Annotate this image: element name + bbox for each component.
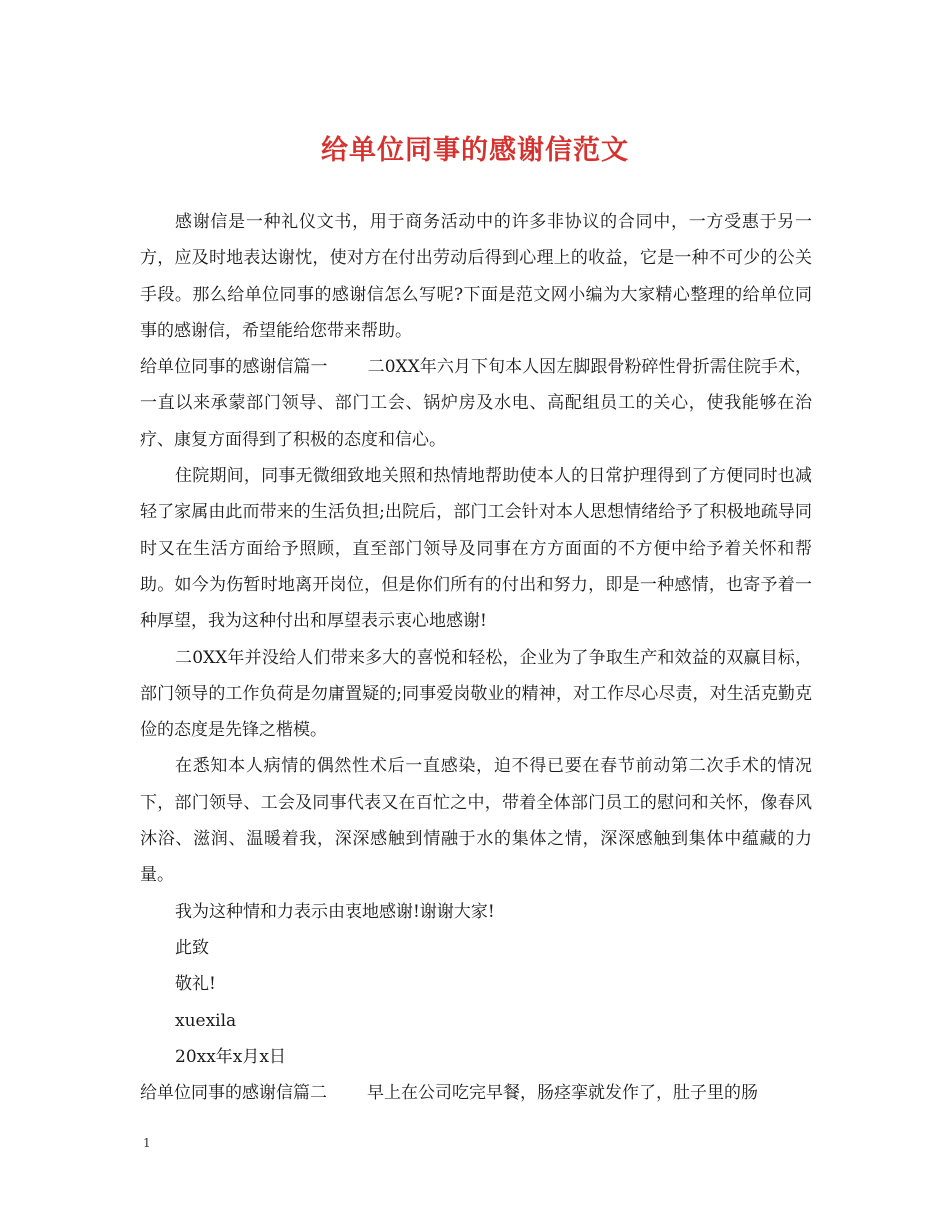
document-body: [140, 204, 812, 1111]
section-1-text: 二0XX年六月下旬本人因左脚跟骨粉碎性骨折需住院手术，一直以来承蒙部门领导、部门工会、锅炉房及水电、高配组员工的关心，使我能够在治疗、康复方面得到了积极的态度和信心。: [140, 357, 812, 450]
intro-paragraph: 感谢信是一种礼仪文书，用于商务活动中的许多非协议的合同中，一方受惠于另一方，应及时地表达谢忱，使对方在付出劳动后得到心理上的收益，它是一种不可少的公关手段。那么给单位同事的感谢信怎么写呢?下面是范文网小编为大家精心整理的给单位同事的感谢信，希望能给您带来帮助。: [140, 212, 812, 341]
body-paragraph: 二0XX年并没给人们带来多大的喜悦和轻松，企业为了争取生产和效益的双赢目标，部门领导的工作负荷是勿庸置疑的;同事爱岗敬业的精神，对工作尽心尽责，对生活克勤克俭的态度是先锋之楷模。: [140, 647, 812, 741]
section-1-heading: 给单位同事的感谢信篇一: [140, 357, 328, 378]
closing-line-2: 敬礼!: [175, 974, 216, 995]
body-paragraph: 我为这种情和力表示由衷地感谢!谢谢大家!: [175, 901, 495, 922]
section-2-heading: 给单位同事的感谢信篇二: [140, 1083, 327, 1104]
date: 20xx年x月x日: [175, 1046, 286, 1067]
body-paragraph: 在悉知本人病情的偶然性术后一直感染，迫不得已要在春节前动第二次手术的情况下，部门领导、工会及同事代表又在百忙之中，带着全体部门员工的慰问和关怀，像春风沐浴、滋润、温暖着我，深深感触到情融于水的集体之情，深深感触到集体中蕴藏的力量。: [140, 756, 812, 886]
closing-line-1: 此致: [175, 937, 209, 958]
section-2-paragraph: [140, 1075, 812, 1111]
page-title: 给单位同事的感谢信范文: [321, 135, 629, 166]
section-2-text: 早上在公司吃完早餐，肠痉挛就发作了，肚子里的肠: [367, 1083, 758, 1104]
page-number: 1: [143, 1136, 151, 1150]
body-paragraph: 住院期间，同事无微细致地关照和热情地帮助使本人的日常护理得到了方便同时也减轻了家属由此而带来的生活负担;出院后，部门工会针对本人思想情绪给予了积极地疏导同时又在生活方面给予照顾，直至部门领导及同事在方方面面的不方便中给予着关怀和帮助。如今为伤暂时地离开岗位，但是你们所有的付出和努力，即是一种感情，也寄予着一种厚望，我为这种付出和厚望表示衷心地感谢!: [140, 466, 812, 632]
section-1-paragraph: [140, 349, 812, 458]
signature: xuexila: [175, 1010, 237, 1031]
